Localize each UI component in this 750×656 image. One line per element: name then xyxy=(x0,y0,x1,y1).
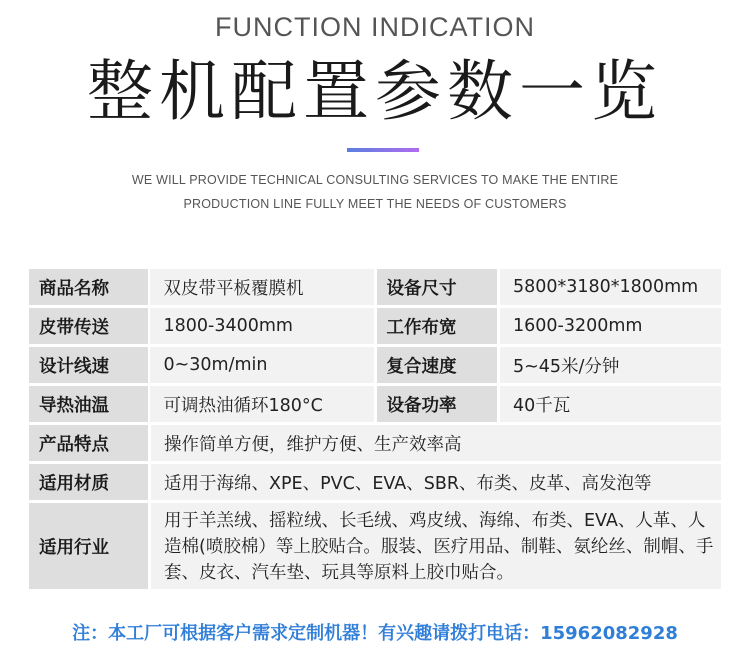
spec-row xyxy=(29,425,721,461)
spec-label: 皮带传送 xyxy=(29,308,148,344)
spec-value: 双皮带平板覆膜机 xyxy=(150,269,373,305)
contact-note: 注：本工厂可根据客户需求定制机器！有兴趣请拨打电话：15962082928 xyxy=(72,623,678,644)
spec-value: 5~45米/分钟 xyxy=(500,347,721,383)
subtitle-line-2: PRODUCTION LINE FULLY MEET THE NEEDS OF CUSTOMERS xyxy=(183,197,567,211)
spec-value: 5800*3180*1800mm xyxy=(500,269,721,305)
subtitle-line-1: WE WILL PROVIDE TECHNICAL CONSULTING SERVICES TO MAKE THE ENTIRE xyxy=(131,173,619,187)
spec-row xyxy=(29,386,721,422)
spec-label: 设计线速 xyxy=(29,347,148,383)
spec-label: 设备功率 xyxy=(377,386,497,422)
spec-value: 适用于海绵、XPE、PVC、EVA、SBR、布类、皮革、高发泡等 xyxy=(151,464,721,500)
spec-value: 操作简单方便，维护方便、生产效率高 xyxy=(151,425,721,461)
chinese-title: 整机配置参数一览 xyxy=(87,53,663,130)
spec-value: 40千瓦 xyxy=(500,386,721,422)
spec-table xyxy=(29,269,721,592)
spec-label: 产品特点 xyxy=(29,425,148,461)
accent-divider xyxy=(347,148,419,152)
spec-value: 用于羊羔绒、摇粒绒、长毛绒、鸡皮绒、海绵、布类、EVA、人革、人造棉(喷胶棉）等上胶贴合。服装、医疗用品、制鞋、氨纶丝、制帽、手套、皮衣、汽车垫、玩具等原料上胶巾贴合。 xyxy=(151,503,721,589)
spec-row xyxy=(29,308,721,344)
spec-value: 0~30m/min xyxy=(150,347,373,383)
spec-row xyxy=(29,269,721,305)
spec-label: 商品名称 xyxy=(29,269,148,305)
spec-label: 设备尺寸 xyxy=(377,269,497,305)
spec-label: 复合速度 xyxy=(377,347,497,383)
spec-value: 1600-3200mm xyxy=(500,308,721,344)
spec-row xyxy=(29,347,721,383)
spec-label: 适用材质 xyxy=(29,464,148,500)
spec-row xyxy=(29,503,721,589)
spec-label: 适用行业 xyxy=(29,503,148,589)
spec-value: 1800-3400mm xyxy=(150,308,373,344)
spec-label: 工作布宽 xyxy=(377,308,497,344)
spec-label: 导热油温 xyxy=(29,386,148,422)
spec-value: 可调热油循环180°C xyxy=(150,386,373,422)
spec-row xyxy=(29,464,721,500)
english-title: FUNCTION INDICATION xyxy=(215,12,535,42)
